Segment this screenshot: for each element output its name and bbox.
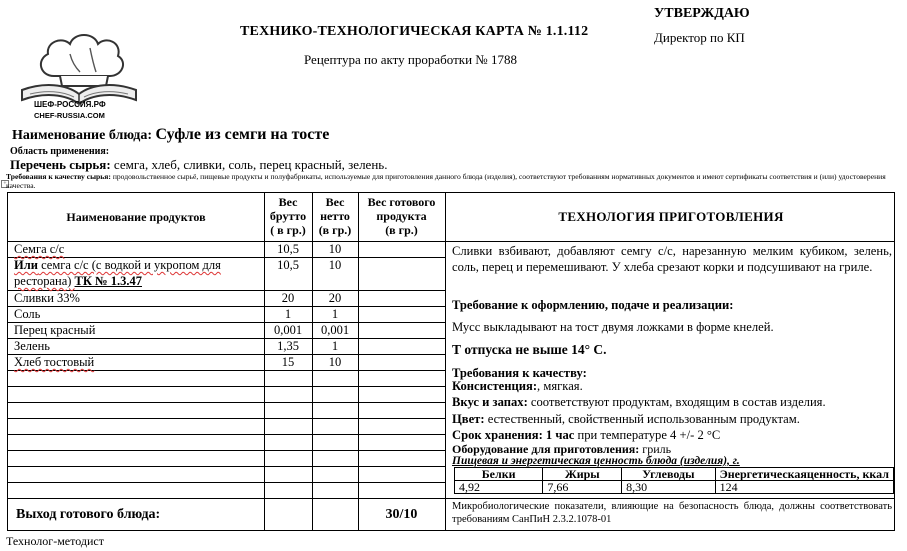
col-header-yield: Вес готового продукта (в гр.) [367, 195, 436, 237]
microbiology-text: Микробиологические показатели, влияющие на безопасность блюда, должны соответствовать требованиям СанПиН 2.3.2.1078-01 [452, 501, 892, 525]
table-row-net: 20 [328, 291, 342, 305]
nutrition-fat-value: 7,66 [543, 481, 622, 494]
table-row-name: Или семга с/с (с водкой и укропом для [14, 258, 221, 272]
table-row-net: 1 [331, 339, 339, 353]
nutrition-values-row [455, 481, 894, 494]
director-label: Директор по КП [654, 30, 745, 45]
table-row-gross: 1 [284, 307, 292, 321]
nutrition-header-fat: Жиры [543, 468, 622, 481]
color-row: Цвет: естественный, свойственный использованным продуктам. [452, 412, 800, 426]
table-row-name: Зелень [14, 339, 50, 353]
logo-site-com[interactable]: CHEF-RUSSIA.COM [34, 111, 105, 120]
card-title: ТЕХНИКО-ТЕХНОЛОГИЧЕСКАЯ КАРТА № 1.1.112 [240, 24, 589, 39]
serving-text: Мусс выкладывают на тост двумя ложками в форме кнелей. [452, 320, 774, 334]
table-row-gross: 1,35 [277, 339, 299, 353]
col-header-gross: Вес брутто ( в гр.) [269, 195, 307, 237]
table-row-net: 10 [328, 258, 342, 272]
table-row-net: 1 [331, 307, 339, 321]
taste-row: Вкус и запах: соответствуют продуктам, входящим в состав изделия. [452, 395, 826, 409]
approve-label: УТВЕРЖДАЮ [654, 6, 750, 21]
col-header-product-name: Наименование продуктов [66, 210, 206, 224]
table-row-gross: 10,5 [277, 242, 299, 256]
storage-row: Срок хранения: 1 час при температуре 4 +/- 2 °С [452, 428, 721, 442]
raw-list-value: семга, хлеб, сливки, соль, перец красный, зелень. [113, 157, 388, 172]
col-header-net: Вес нетто (в гр.) [318, 195, 352, 237]
output-label: Выход готового блюда: [16, 507, 161, 522]
recipe-table [7, 192, 895, 531]
raw-quality-requirements [6, 172, 896, 190]
table-row-net: 10 [328, 242, 342, 256]
nutrition-header-energy: Энергетическаяценность, ккал [715, 468, 893, 481]
serving-title: Требование к оформлению, подаче и реализации: [452, 298, 734, 312]
table-row-name-continued: ресторана) ТК № 1.3.47 [14, 274, 142, 288]
nutrition-header-carbs: Углеводы [622, 468, 715, 481]
nutrition-header-row [455, 468, 894, 481]
nutrition-header-protein: Белки [455, 468, 543, 481]
table-row-gross: 0,001 [273, 323, 303, 337]
technologist-signature-label: Технолог-методист [6, 534, 104, 548]
logo-site-ru[interactable]: ШЕФ-РОССИЯ.РФ [34, 100, 106, 109]
dish-name-row [12, 126, 329, 144]
table-row-gross: 10,5 [277, 258, 299, 272]
nutrition-protein-value: 4,92 [455, 481, 543, 494]
table-row-gross: 15 [281, 355, 295, 369]
table-row-name: Соль [14, 307, 41, 321]
equipment-row: Оборудование для приготовления: гриль [452, 442, 672, 456]
table-row-name: Сливки 33% [14, 291, 80, 305]
release-temperature: Т отпуска не выше 14° С. [452, 342, 607, 357]
application-area-label: Область применения: [10, 146, 110, 157]
table-row-name: Перец красный [14, 323, 96, 337]
raw-list-label: Перечень сырья: [10, 157, 114, 172]
table-row-name: Хлеб тостовый [14, 355, 95, 369]
consistency-row: Консистенция:, мягкая. [452, 379, 583, 393]
chef-logo-icon [14, 24, 144, 124]
table-move-handle-icon[interactable]: + [1, 180, 9, 188]
output-value: 30/10 [385, 507, 418, 522]
dish-name-value: Суфле из семги на тосте [155, 126, 330, 143]
nutrition-table [454, 467, 894, 494]
table-row-name: Семга с/с [14, 242, 65, 256]
table-row-gross: 20 [281, 291, 295, 305]
raw-quality-text: продовольственное сырьё, пищевые продукты и полуфабрикаты, используемые для приготовления данного блюда (изделия), соответствуют требованиям нормативных документов и имеют сертификаты соответствия и (или) удостоверения качества. [6, 172, 886, 190]
recipe-act-subtitle: Рецептура по акту проработки № 1788 [304, 52, 517, 67]
quality-title: Требования к качеству: [452, 366, 587, 380]
nutrition-energy-value: 124 [715, 481, 893, 494]
table-row-net: 0,001 [320, 323, 350, 337]
raw-list-row [10, 157, 387, 173]
raw-quality-label: Требования к качеству сырья: [6, 172, 113, 181]
nutrition-carbs-value: 8,30 [622, 481, 715, 494]
technology-title: ТЕХНОЛОГИЯ ПРИГОТОВЛЕНИЯ [558, 209, 784, 224]
process-text: Сливки взбивают, добавляют семгу с/с, нарезанную мелким кубиком, зелень, соль, перец и перемешивают. У хлеба срезают корки и подсушивают на гриле. [452, 244, 892, 274]
dish-name-label: Наименование блюда: [12, 128, 156, 143]
nutrition-title: Пищевая и энергетическая ценность блюда (изделия), г. [452, 455, 740, 467]
table-row-net: 10 [328, 355, 342, 369]
